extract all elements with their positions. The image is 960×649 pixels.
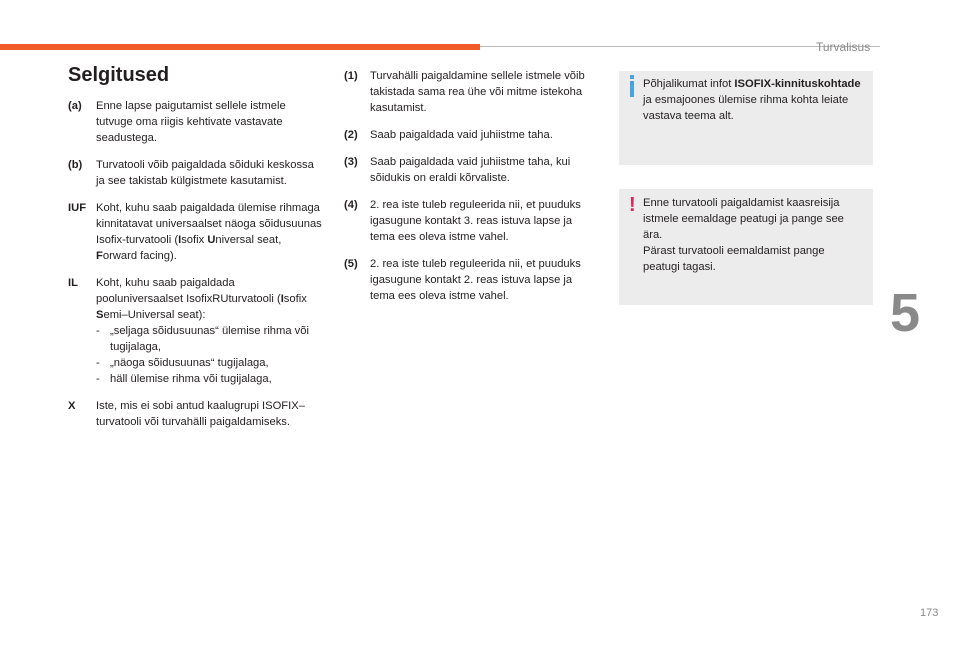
text-part: emi–Universal seat): <box>103 309 206 321</box>
text-part: sofix <box>283 293 307 305</box>
definition-item <box>68 275 323 387</box>
text-bold: I <box>280 293 284 305</box>
definition-item <box>68 98 323 146</box>
warning-box <box>619 189 873 305</box>
note-text: Saab paigaldada vaid juhiistme taha, kui sõidukis on eraldi kõrvaliste. <box>370 156 571 184</box>
definition-text <box>96 275 323 387</box>
definition-term: IL <box>68 277 78 289</box>
warning-text: Enne turvatooli paigaldamist kaasreisija istmele eemaldage peatugi ja pange see ära. <box>643 197 844 241</box>
text-bold: ISOFIX-kinnituskohtade <box>734 78 861 90</box>
note-term: (2) <box>344 129 358 141</box>
definition-item <box>68 200 323 264</box>
note-item <box>344 197 600 245</box>
list-dash: - <box>96 373 100 385</box>
note-text: Saab paigaldada vaid juhiistme taha. <box>370 129 553 141</box>
text-part: niversal seat, <box>215 234 282 246</box>
header-accent-bar <box>0 44 480 50</box>
note-term: (5) <box>344 258 358 270</box>
sub-list-text: „näoga sõidusuunas“ tugijalaga, <box>110 357 269 369</box>
definition-text: Turvatooli võib paigaldada sõiduki keskossa ja see takistab külgistmete kasutamist. <box>96 159 314 187</box>
note-text: 2. rea iste tuleb reguleerida nii, et puuduks igasugune kontakt 2. reas istuva lapse ja tema ees oleva istme vahel. <box>370 258 581 302</box>
note-term: (4) <box>344 199 358 211</box>
text-part: orward facing). <box>102 250 177 262</box>
page-title: Selgitused <box>68 64 170 86</box>
note-term: (1) <box>344 70 358 82</box>
text-part: Koht, kuhu saab paigaldada pooluniversaalset IsofixRUturvatooli ( <box>96 277 281 305</box>
definition-term: (b) <box>68 159 83 171</box>
warning-icon: ! <box>629 194 636 216</box>
section-title: Turvalisus <box>816 40 871 54</box>
info-text <box>643 78 861 122</box>
note-item <box>344 68 600 116</box>
definitions-column-left <box>68 98 323 441</box>
list-dash: - <box>96 357 100 369</box>
sub-list-item <box>96 355 323 371</box>
text-bold: I <box>178 234 182 246</box>
definition-text: Iste, mis ei sobi antud kaalugrupi ISOFIX–turvatooli või turvahälli paigaldamiseks. <box>96 400 305 428</box>
definition-item <box>68 157 323 189</box>
note-text: 2. rea iste tuleb reguleerida nii, et puuduks igasugune kontakt 3. reas istuva lapse ja tema ees oleva istme vahel. <box>370 199 581 243</box>
text-part: Põhjalikumat infot <box>643 78 735 90</box>
text-part: ja esmajoones ülemise rihma kohta leiate vastava teema alt. <box>643 94 849 122</box>
warning-text: Pärast turvatooli eemaldamist pange peatugi tagasi. <box>643 245 825 273</box>
text-bold: S <box>96 309 104 321</box>
text-part: Koht, kuhu saab paigaldada ülemise rihmaga kinnitatavat universaalset näoga sõidusuunas Isofix-turvatooli ( <box>96 202 322 246</box>
info-icon <box>630 81 634 97</box>
list-dash: - <box>96 325 100 337</box>
definition-term: (a) <box>68 100 82 112</box>
note-text: Turvahälli paigaldamine sellele istmele võib takistada sama rea ühe või mitme istekoha kasutamist. <box>370 70 585 114</box>
definition-text: Enne lapse paigutamist sellele istmele tutvuge oma riigis kehtivate vastavate seadustega. <box>96 100 286 144</box>
sub-list-text: häll ülemise rihma või tugijalaga, <box>110 373 272 385</box>
note-item <box>344 256 600 304</box>
text-bold: F <box>96 250 103 262</box>
text-line <box>96 275 323 323</box>
page-number: 173 <box>920 607 939 619</box>
definition-text <box>96 200 323 264</box>
text-part: sofix <box>181 234 208 246</box>
chapter-number: 5 <box>890 283 921 343</box>
note-item <box>344 154 600 186</box>
definition-term: IUF <box>68 202 87 214</box>
definition-item <box>68 398 323 430</box>
note-item <box>344 127 600 143</box>
sub-list-text: „seljaga sõidusuunas“ ülemise rihma või tugijalaga, <box>110 325 309 353</box>
sub-list-item <box>96 323 323 355</box>
definition-term: X <box>68 400 76 412</box>
definitions-column-right <box>344 68 600 315</box>
text-bold: U <box>207 234 216 246</box>
sub-list-item <box>96 371 323 387</box>
note-term: (3) <box>344 156 358 168</box>
info-box <box>619 71 873 165</box>
